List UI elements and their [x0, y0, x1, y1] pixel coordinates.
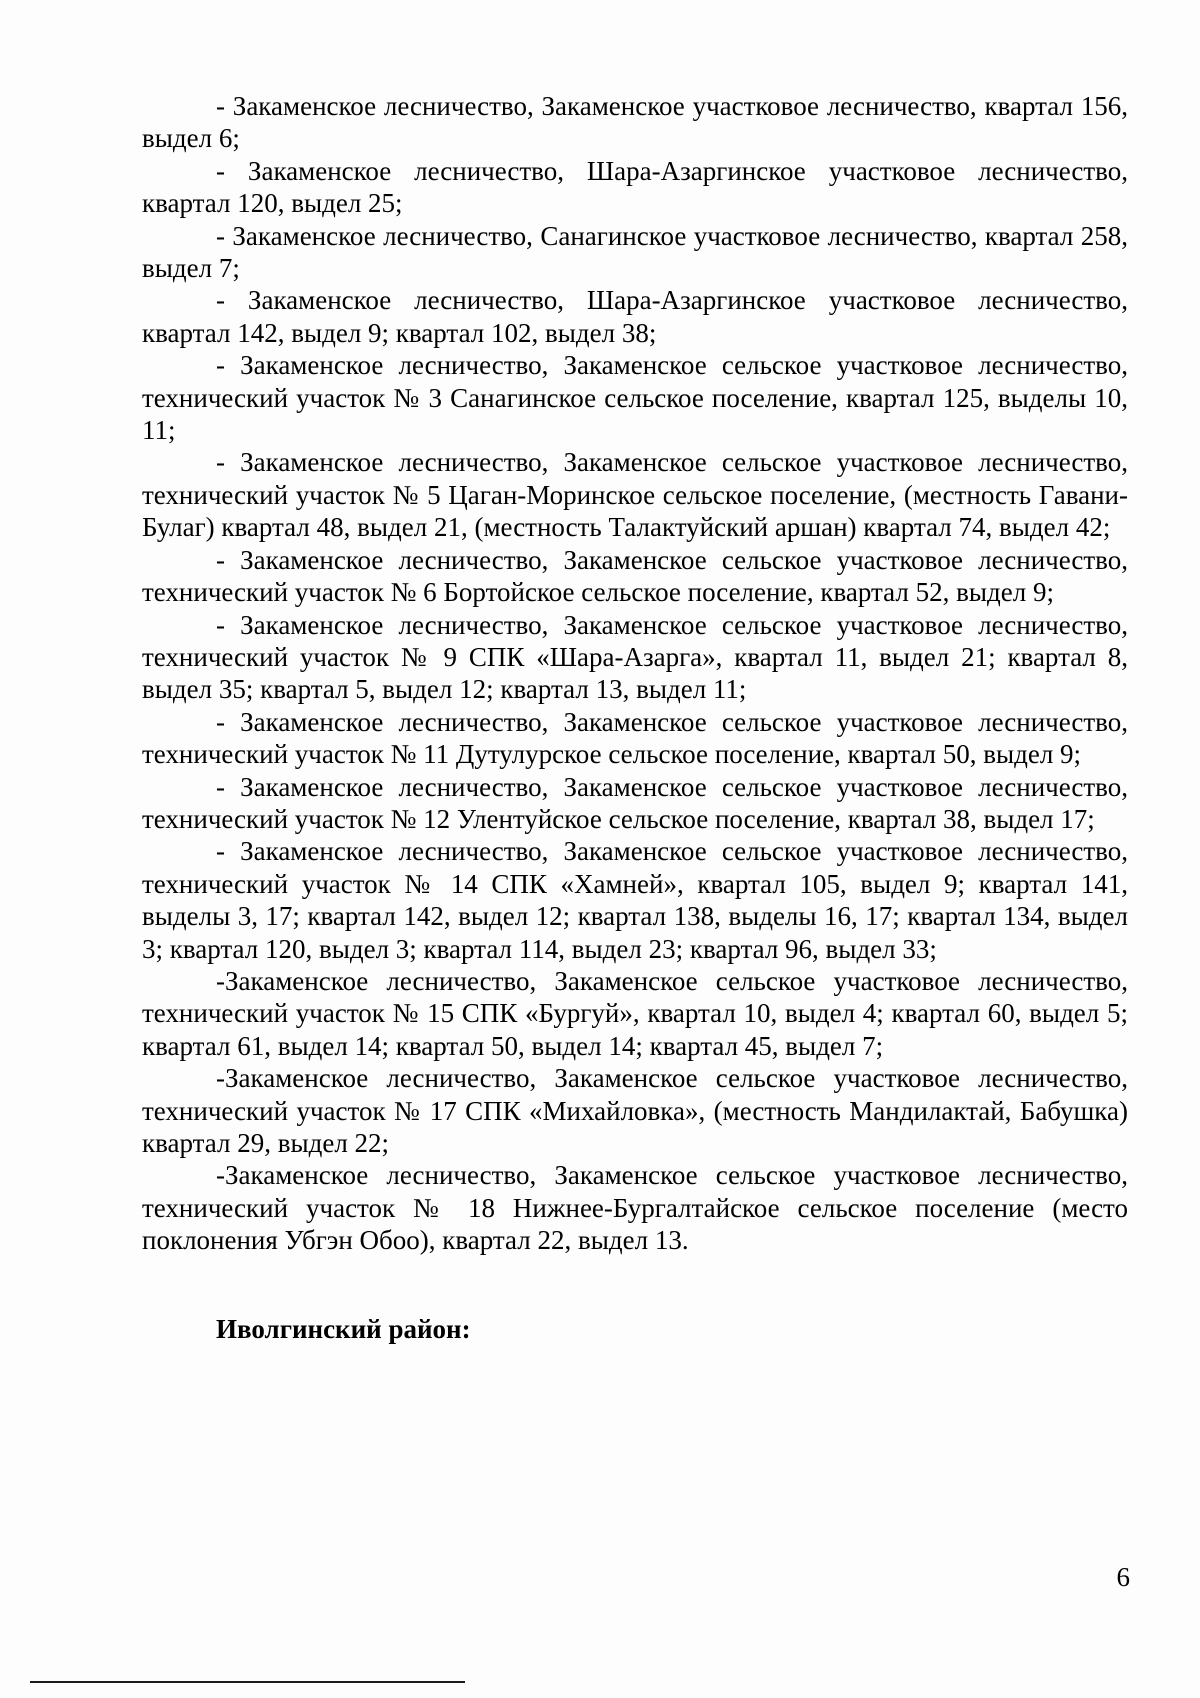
- list-item: - Закаменское лесничество, Закаменское сельское участковое лесничество, технический участок № 9 СПК «Шара-Азарга», квартал 11, выдел 21; квартал 8, выдел 35; квартал 5, выдел 12; квартал 13, выдел 11;: [142, 609, 1128, 705]
- list-item: -Закаменское лесничество, Закаменское сельское участковое лесничество, технический участок № 17 СПК «Михайловка», (местность Мандилактай, Бабушка) квартал 29, выдел 22;: [142, 1063, 1128, 1158]
- list-item: - Закаменское лесничество, Закаменское сельское участковое лесничество, технический участок № 6 Бортойское сельское поселение, квартал 52, выдел 9;: [142, 544, 1128, 608]
- list-item: - Закаменское лесничество, Закаменское сельское участковое лесничество, технический участок № 11 Дутулурское сельское поселение, квартал 50, выдел 9;: [142, 706, 1128, 770]
- page-number: 6: [1116, 1562, 1130, 1592]
- list-item: - Закаменское лесничество, Закаменское сельское участковое лесничество, технический участок № 14 СПК «Хамней», квартал 105, выдел 9; квартал 141, выделы 3, 17; квартал 142, выдел 12; квартал 138, выделы 16, 17; квартал 134, выдел 3; квартал 120, выдел 3; квартал 114, выдел 23; квартал 96, выдел 33;: [142, 836, 1128, 964]
- list-item: - Закаменское лесничество, Санагинское участковое лесничество, квартал 258, выдел 7;: [142, 220, 1128, 284]
- document-body: [142, 90, 1128, 1345]
- list-item: - Закаменское лесничество, Закаменское сельское участковое лесничество, технический участок № 5 Цаган-Моринское сельское поселение, (местность Гавани-Булаг) квартал 48, выдел 21, (местность Талактуйский аршан) квартал 74, выдел 42;: [142, 447, 1128, 543]
- list-item: - Закаменское лесничество, Шара-Азаргинское участковое лесничество, квартал 142, выдел 9; квартал 102, выдел 38;: [142, 285, 1128, 348]
- footnote-divider: [30, 1681, 465, 1683]
- list-item: -Закаменское лесничество, Закаменское сельское участковое лесничество, технический участок № 15 СПК «Бургуй», квартал 10, выдел 4; квартал 60, выдел 5; квартал 61, выдел 14; квартал 50, выдел 14; квартал 45, выдел 7;: [142, 965, 1128, 1061]
- list-item: - Закаменское лесничество, Шара-Азаргинское участковое лесничество, квартал 120, выдел 25;: [142, 155, 1128, 219]
- list-item: - Закаменское лесничество, Закаменское сельское участковое лесничество, технический участок № 3 Санагинское сельское поселение, квартал 125, выделы 10, 11;: [142, 350, 1128, 446]
- list-item: - Закаменское лесничество, Закаменское участковое лесничество, квартал 156, выдел 6;: [142, 91, 1128, 154]
- list-item: - Закаменское лесничество, Закаменское сельское участковое лесничество, технический участок № 12 Улентуйское сельское поселение, квартал 38, выдел 17;: [142, 771, 1128, 834]
- section-heading: Иволгинский район:: [216, 1313, 471, 1344]
- list-item: -Закаменское лесничество, Закаменское сельское участковое лесничество, технический участок № 18 Нижнее-Бургалтайское сельское поселение (место поклонения Убгэн Обоо), квартал 22, выдел 13.: [142, 1160, 1128, 1256]
